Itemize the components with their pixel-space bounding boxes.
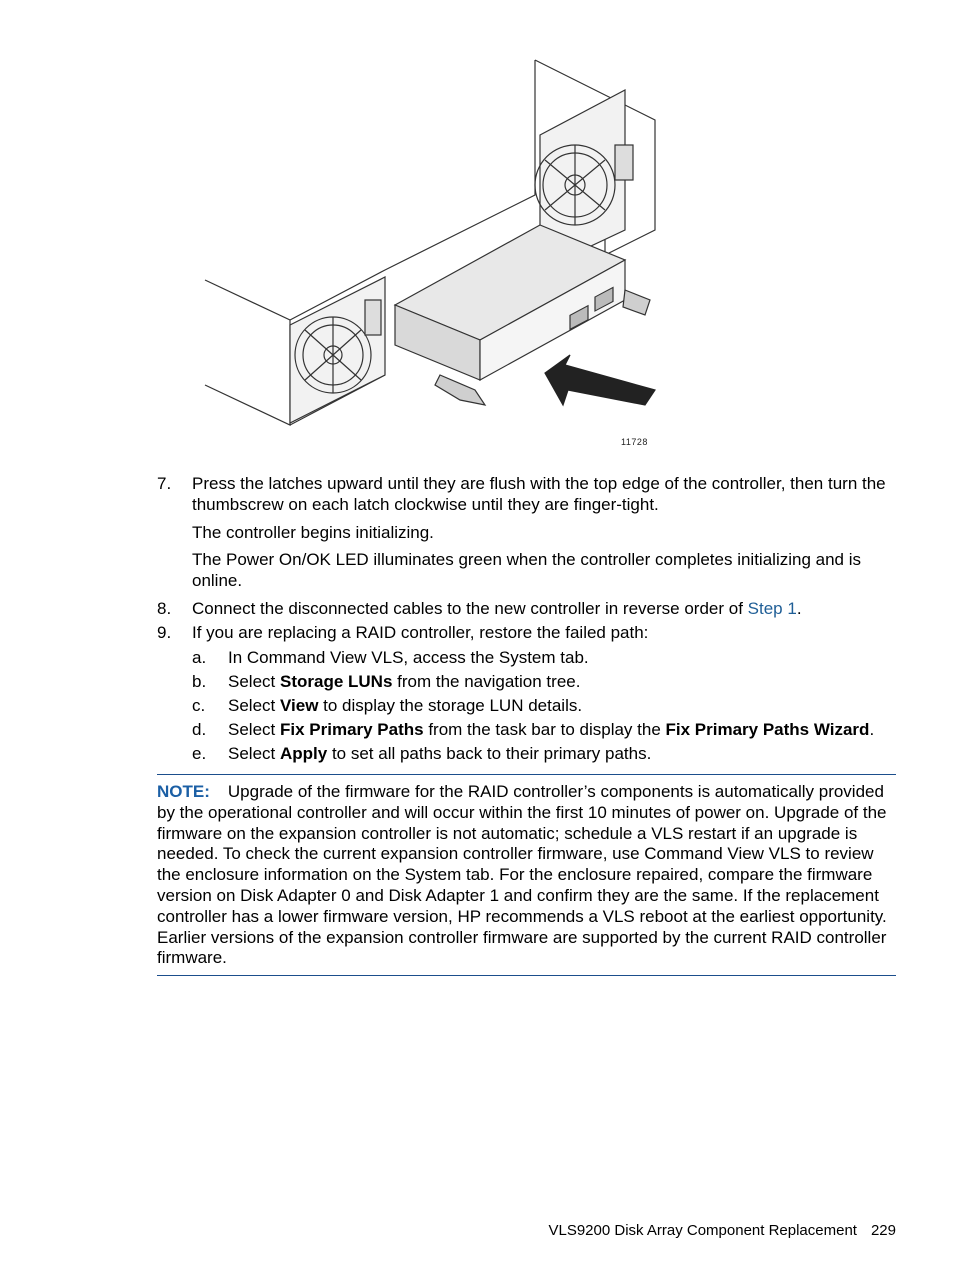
controller-insertion-figure	[185, 55, 665, 455]
substep-text-part: Select	[228, 720, 280, 739]
step-number: 9.	[157, 623, 172, 642]
step-text: Press the latches upward until they are flush with the top edge of the controller, then turn the thumbscrew on each latch clockwise until they are finger-tight.	[192, 474, 886, 514]
substep-text-part: from the navigation tree.	[392, 672, 581, 691]
substep-bold-term: Fix Primary Paths	[279, 720, 424, 739]
substep-letter: e.	[192, 744, 207, 763]
page-number: 229	[870, 1222, 896, 1239]
step-text-part: Connect the disconnected cables to the new controller in reverse order of	[192, 599, 748, 618]
substep-letter: b.	[192, 672, 207, 691]
substep-text-part: Select	[228, 672, 280, 691]
substep-bold-term: View	[279, 696, 319, 715]
substep-bold-term: Storage LUNs	[279, 672, 393, 691]
substep-text-part: Select	[228, 744, 280, 763]
step-paragraph: The Power On/OK LED illuminates green when the controller completes initializing and is online.	[192, 550, 861, 590]
substep-text-part: from the task bar to display the	[423, 720, 666, 739]
controller-illustration	[185, 55, 665, 435]
note-box	[157, 774, 896, 976]
substep-text-part: to display the storage LUN details.	[318, 696, 583, 715]
substep-text-part: Select	[228, 696, 280, 715]
step-text: If you are replacing a RAID controller, restore the failed path:	[192, 623, 649, 642]
footer-title: VLS9200 Disk Array Component Replacement	[548, 1222, 857, 1239]
substep-letter: a.	[192, 648, 207, 667]
substep-letter: c.	[192, 696, 206, 715]
step-1-link[interactable]: Step 1	[747, 599, 797, 618]
substep-bold-term: Fix Primary Paths Wizard	[665, 720, 870, 739]
note-body	[157, 782, 896, 969]
figure-number: 11728	[621, 437, 648, 447]
step-text	[192, 598, 802, 619]
substep-text	[228, 743, 651, 764]
step-paragraph: The controller begins initializing.	[192, 523, 434, 542]
substep-bold-term: Apply	[279, 744, 328, 763]
note-label: NOTE:	[157, 782, 210, 801]
substep-text-part: .	[869, 720, 875, 739]
step-number: 8.	[157, 599, 172, 618]
step-number: 7.	[157, 474, 172, 493]
substep-text-part: to set all paths back to their primary paths.	[327, 744, 652, 763]
substep-text: In Command View VLS, access the System tab.	[228, 648, 589, 667]
note-text: Upgrade of the firmware for the RAID controller’s components is automatically provided by the operational controller and will occur within the first 10 minutes of power on. Upgrade of the firmware on the expansion controller is not automatic; schedule a VLS restart if an upgrade is needed. To check the current expansion controller firmware, use Command View VLS to review the enclosure information on the System tab. For the enclosure repaired, compare the firmware version on Disk Adapter 0 and Disk Adapter 1 and confirm they are the same. If the replacement controller has a lower firmware version, HP recommends a VLS reboot at the earliest opportunity. Earlier versions of the expansion controller firmware are supported by the current RAID controller firmware.	[157, 782, 887, 968]
substep-text	[228, 671, 580, 692]
substep-text	[228, 719, 874, 740]
page-footer	[548, 1222, 896, 1239]
step-text-part: .	[796, 599, 802, 618]
substep-text	[228, 695, 582, 716]
substep-letter: d.	[192, 720, 207, 739]
